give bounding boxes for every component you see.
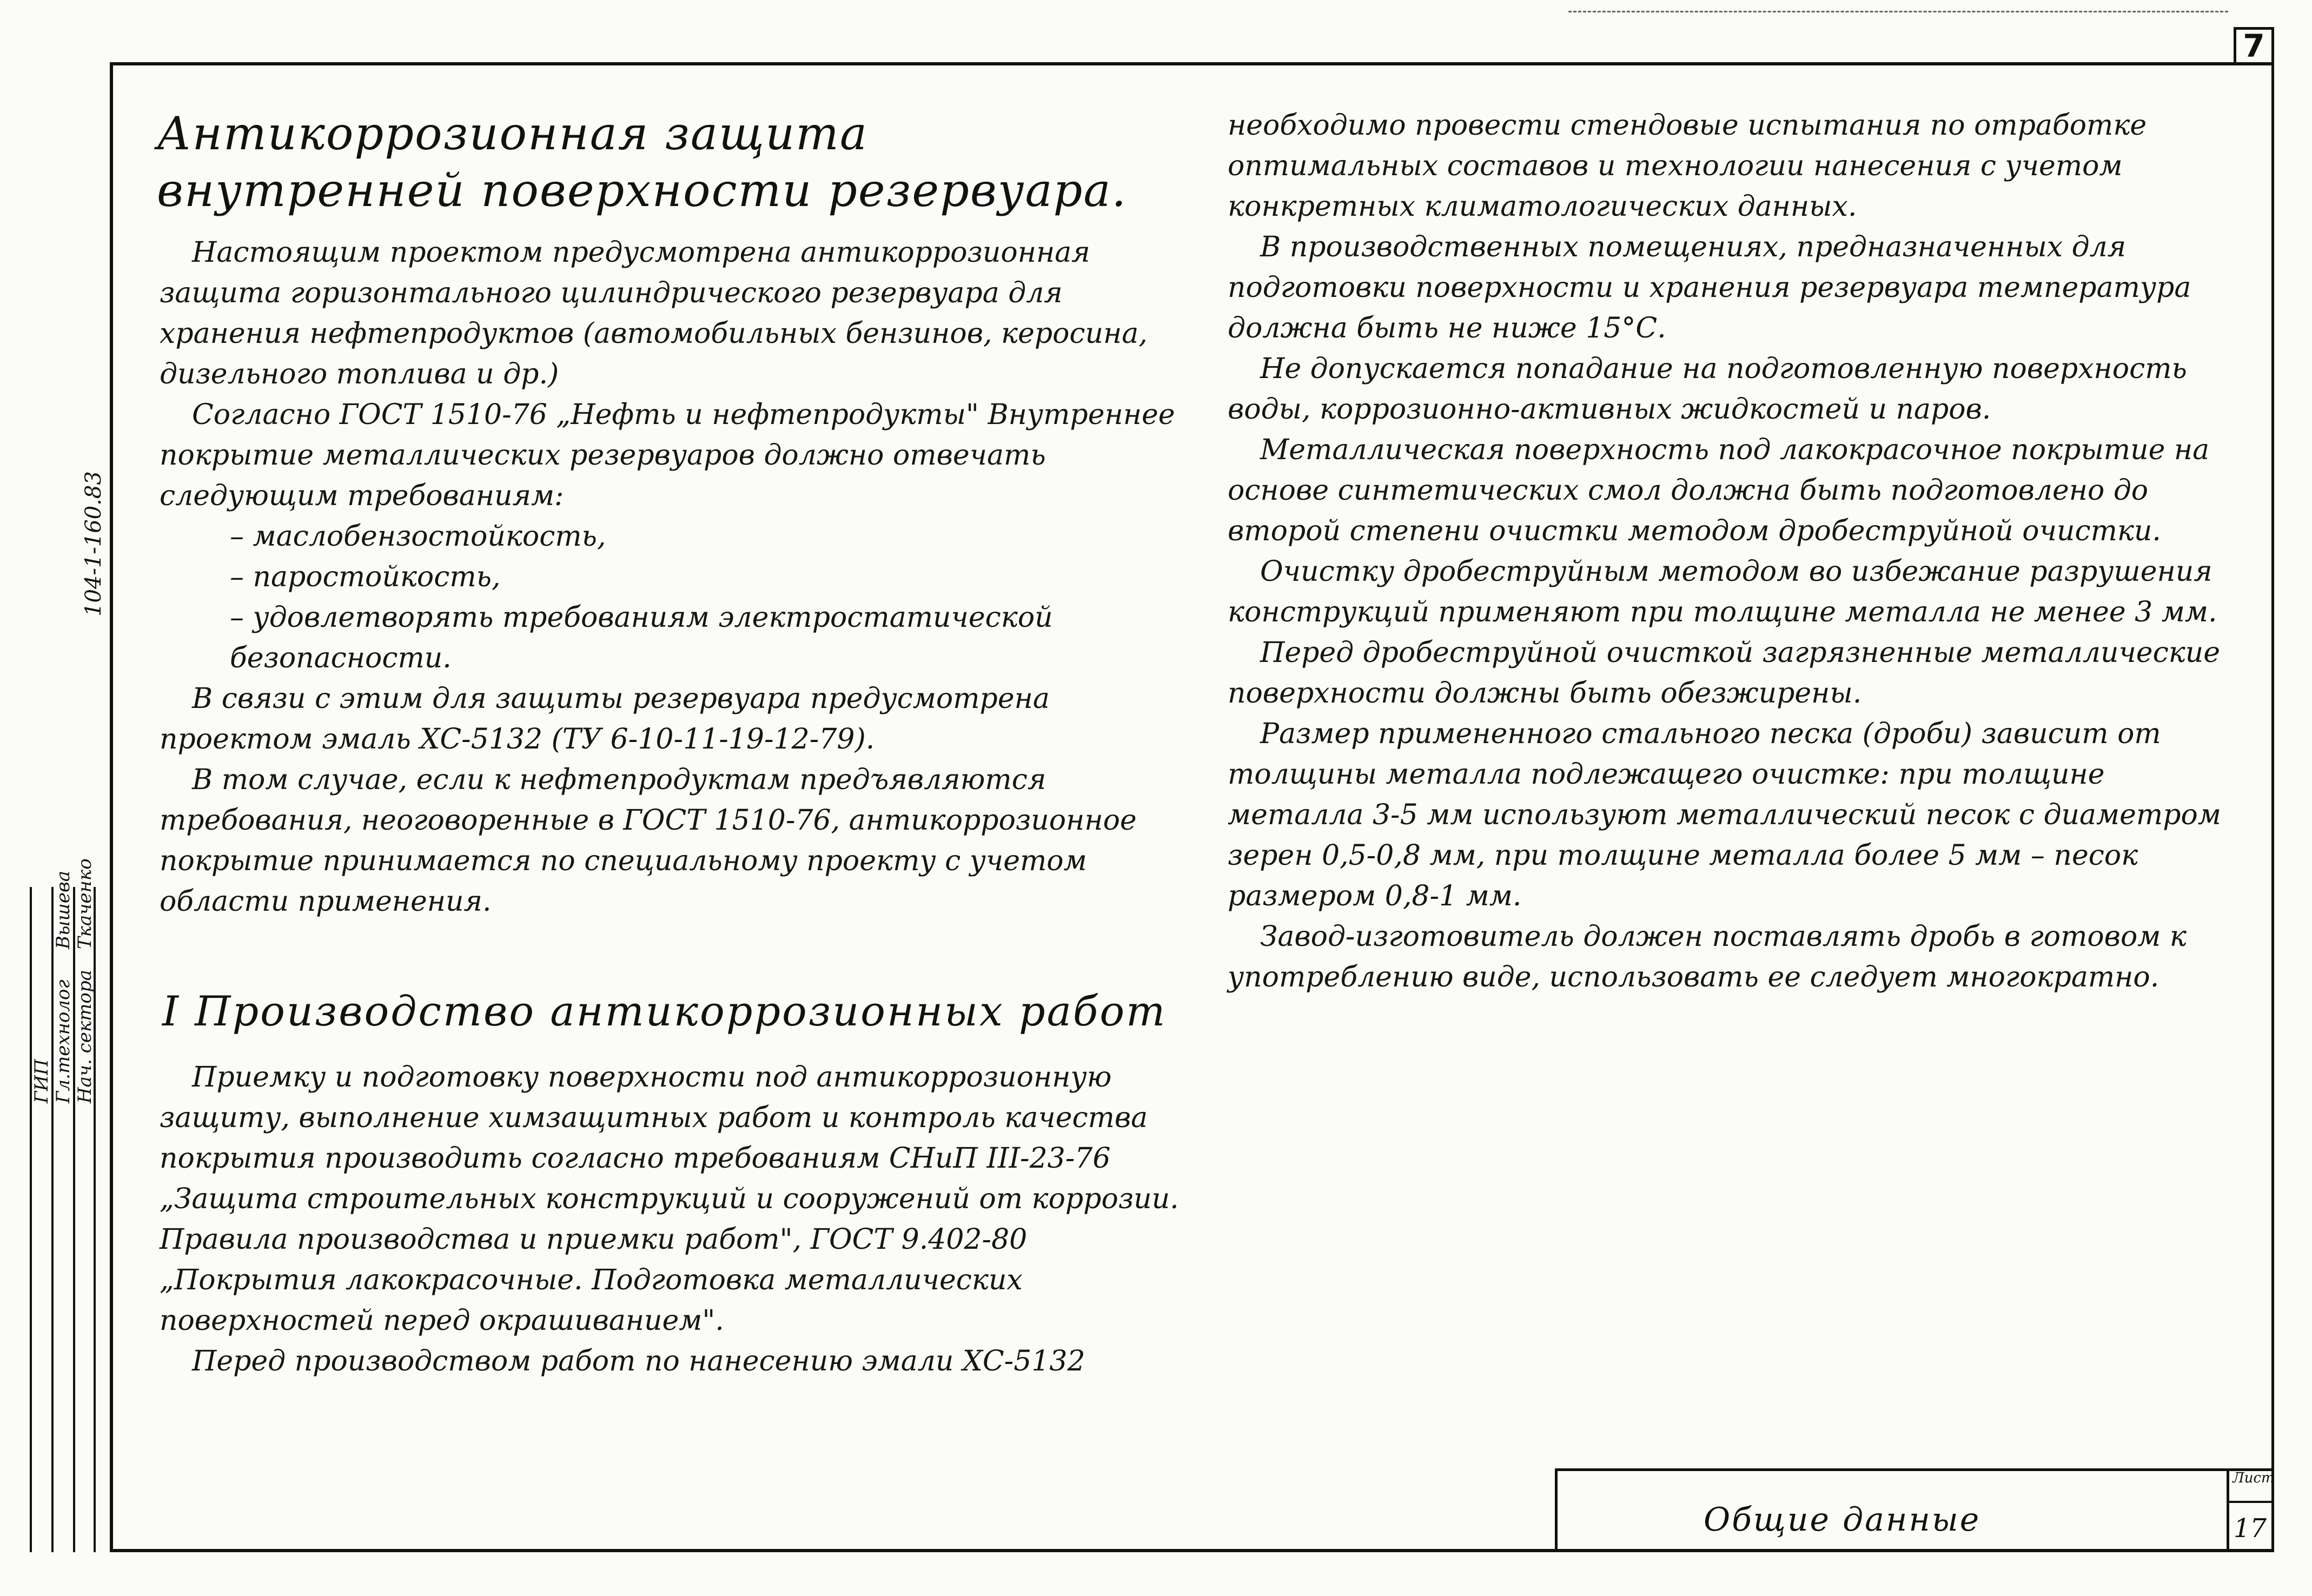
paragraph: Завод-изготовитель должен поставлять дробь в готовом к употреблению виде, использовать ее следует многократно. <box>1228 920 2187 994</box>
left-column <box>160 233 1182 922</box>
paragraph: Металлическая поверхность под лакокрасочное покрытие на основе синтетических смол должна быть подготовлено до второй степени очистки методом дробеструйной очистки. <box>1228 434 2210 547</box>
stamp-role-chief-technologist: Гл.технолог <box>52 979 74 1103</box>
title-block <box>1555 1468 2274 1552</box>
stamp-role-gip: ГИП <box>31 1059 52 1103</box>
title-block-label: Общие данные <box>1704 1501 1981 1539</box>
sheet-divider <box>2229 1501 2274 1503</box>
stamp-line <box>30 887 32 1552</box>
paragraph: Приемку и подготовку поверхности под антикоррозионную защиту, выполнение химзащитных работ и контроль качества покрытия производить согласно требованиям СНиП III-23-76 „Защита строительных конструкций и сооружений от коррозии. Правила производства и приемки работ", ГОСТ 9.402-80 „Покрытия лакокрасочные. Подготовка металлических поверхностей перед окрашиванием". <box>160 1061 1179 1337</box>
sheet-number: 17 <box>2234 1513 2267 1544</box>
right-column <box>1228 105 2239 998</box>
paragraph: В том случае, если к нефтепродуктам предъявляются требования, неоговоренные в ГОСТ 1510-76, антикоррозионное покрытие принимается по специальному проекту с учетом области применения. <box>160 764 1137 918</box>
paragraph: Не допускается попадание на подготовленную поверхность воды, коррозионно-активных жидкостей и паров. <box>1228 353 2187 426</box>
stamp-name-2: Ткаченко <box>74 858 96 949</box>
page-number: 7 <box>2234 27 2274 62</box>
paragraph: Размер примененного стального песка (дроби) зависит от толщины металла подлежащего очистке: при толщине металла 3-5 мм используют металлический песок с диаметром зерен 0,5-0,8 мм, при толщине металла более 5 мм – песок размером 0,8-1 мм. <box>1228 718 2221 912</box>
paragraph: Перед дробеструйной очисткой загрязненные металлические поверхности должны быть обезжирены. <box>1228 637 2221 710</box>
document-code: 104-1-160.83 <box>81 471 106 617</box>
paragraph: Перед производством работ по нанесению эмали ХС-5132 <box>192 1345 1085 1378</box>
requirement-item: – маслобензостойкость, <box>230 520 606 553</box>
paragraph: необходимо провести стендовые испытания по отработке оптимальных составов и технологии нанесения с учетом конкретных климатологических данных. <box>1228 109 2147 223</box>
title-block-sheet <box>2227 1471 2274 1552</box>
page-title: Антикоррозионная защита внутренней поверхности резервуара. <box>157 107 1128 217</box>
stamp-name-1: Вышева <box>52 870 74 949</box>
requirement-item: – удовлетворять требованиям электростатической безопасности. <box>230 601 1053 674</box>
paragraph: Очистку дробеструйным методом во избежание разрушения конструкций применяют при толщине металла не менее 3 мм. <box>1228 555 2217 628</box>
section-heading: I Производство антикоррозионных работ <box>162 987 1167 1035</box>
paragraph: В связи с этим для защиты резервуара предусмотрена проектом эмаль ХС-5132 (ТУ 6-10-11-19-12-79). <box>160 683 1050 756</box>
paragraph: Согласно ГОСТ 1510-76 „Нефть и нефтепродукты" Внутреннее покрытие металлических резервуаров должно отвечать следующим требованиям: <box>160 399 1175 512</box>
paragraph: В производственных помещениях, предназначенных для подготовки поверхности и хранения резервуара температура должна быть не ниже 15°С. <box>1228 231 2191 345</box>
sheet-label: Лист <box>2232 1470 2275 1486</box>
approval-stamp-strip <box>30 858 110 1552</box>
stamp-role-sector-head: Нач. сектора <box>74 970 96 1103</box>
paragraph: Настоящим проектом предусмотрена антикоррозионная защита горизонтального цилиндрического резервуара для хранения нефтепродуктов (автомобильных бензинов, керосина, дизельного топлива и др.) <box>160 236 1148 390</box>
scan-artifact-top <box>1568 11 2228 15</box>
requirement-item: – паростойкость, <box>230 561 501 593</box>
left-column-lower <box>160 1057 1182 1382</box>
